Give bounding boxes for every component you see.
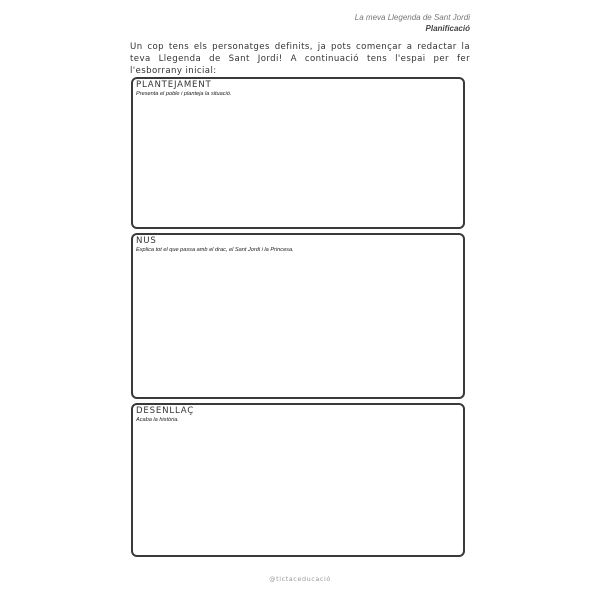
footer-credit: @tictaceducació	[269, 575, 331, 583]
document-title: La meva Llegenda de Sant Jordi	[354, 13, 470, 22]
page-header	[355, 12, 470, 34]
nus-box[interactable]	[131, 233, 465, 399]
document-subtitle: Planificació	[425, 24, 470, 33]
plantejament-box[interactable]	[131, 77, 465, 229]
section-title: PLANTEJAMENT	[136, 80, 212, 90]
section-hint: Acaba la història.	[136, 417, 179, 423]
section-hint: Presenta el poble i planteja la situació.	[136, 91, 232, 97]
intro-paragraph: Un cop tens els personatges definits, ja pots començar a redactar la teva Llegenda de Sant Jordi! A continuació tens l'espai per fer l'esborrany inicial:	[130, 42, 470, 76]
desenllac-box[interactable]	[131, 403, 465, 557]
section-hint: Explica tot el que passa amb el drac, el Sant Jordi i la Princesa.	[136, 247, 294, 253]
section-title: NUS	[136, 236, 157, 246]
section-title: DESENLLAÇ	[136, 406, 195, 416]
